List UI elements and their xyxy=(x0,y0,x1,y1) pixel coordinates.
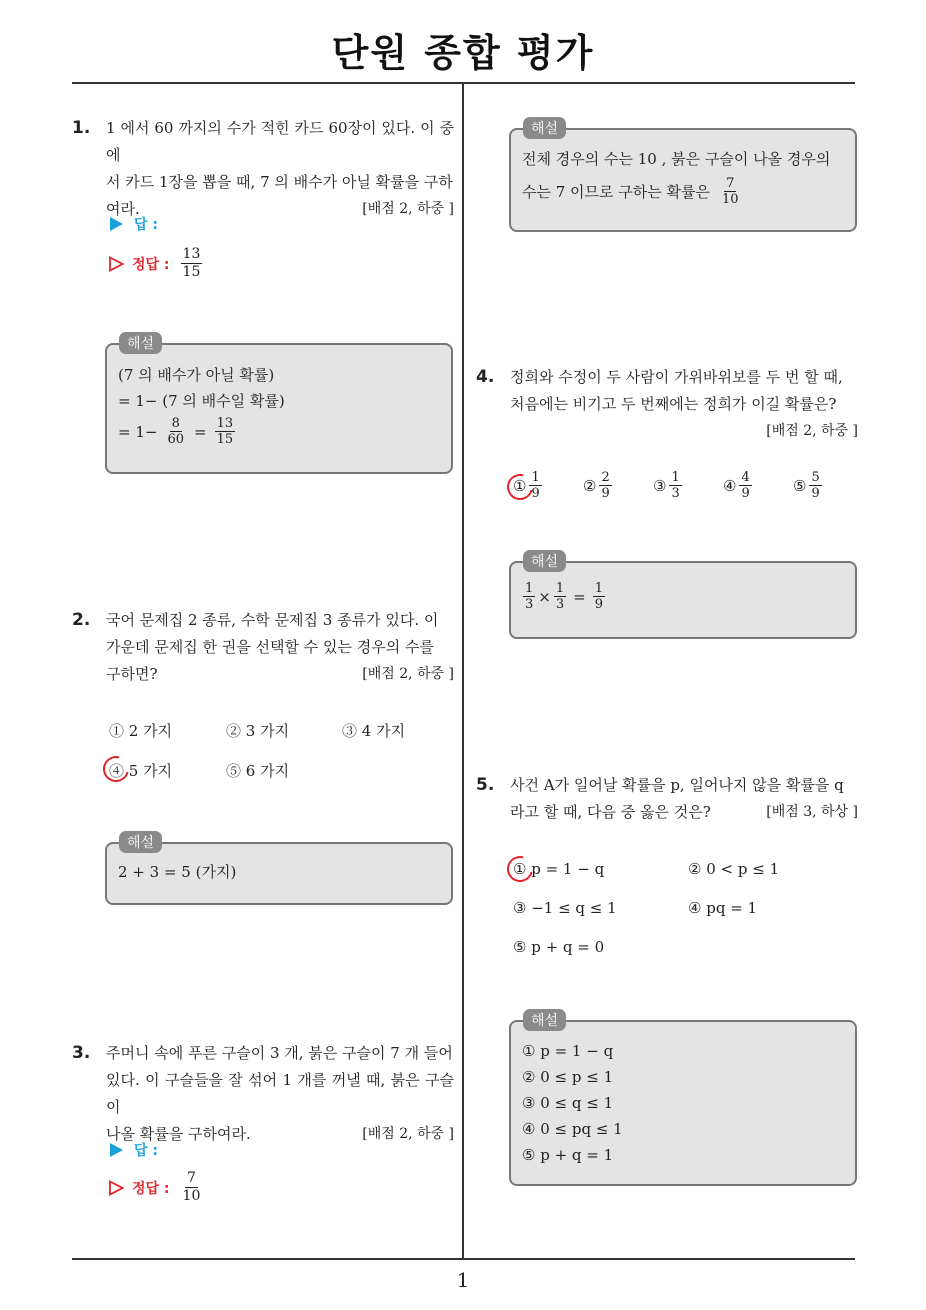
option-5[interactable]: ⑤ $\frac{5}{9}$ xyxy=(793,470,820,501)
answer-label: 답 : xyxy=(134,217,158,233)
option-3[interactable]: ③ $\frac{1}{3}$ xyxy=(653,470,680,501)
question-line: 사건 A가 일어날 확률을 p, 일어나지 않을 확률을 q xyxy=(510,776,844,794)
explanation-line: ② 0 ≤ p ≤ 1 xyxy=(522,1068,614,1086)
option-1[interactable]: ① p = 1 − q xyxy=(513,860,605,878)
explanation-line: 전체 경우의 수는 10 , 붉은 구슬이 나올 경우의 xyxy=(522,150,831,168)
explanation-line: ⑤ p + q = 1 xyxy=(522,1146,614,1164)
correct-answer-row xyxy=(108,1170,205,1205)
question-2-text xyxy=(106,607,454,688)
question-line: 나올 확률을 구하여라. xyxy=(106,1125,251,1143)
option-2[interactable]: ② $\frac{2}{9}$ xyxy=(583,470,610,501)
question-5-text xyxy=(510,772,858,826)
question-line: 가운데 문제집 한 권을 선택할 수 있는 경우의 수를 xyxy=(106,638,434,656)
play-icon xyxy=(108,1142,124,1158)
fraction: $\frac{8}{60}$ xyxy=(167,416,184,447)
explanation-tab: 해설 xyxy=(523,550,566,572)
option-5[interactable]: ⑤ p + q = 0 xyxy=(513,938,605,956)
question-line: 1 에서 60 까지의 수가 적힌 카드 60장이 있다. 이 중에 xyxy=(106,119,454,164)
question-line: 여라. xyxy=(106,200,140,218)
question-3-text xyxy=(106,1040,454,1148)
fraction: $\frac{4}{9}$ xyxy=(741,470,750,501)
question-number: 5. xyxy=(476,775,495,795)
option-1[interactable]: ① $\frac{1}{9}$ xyxy=(513,470,540,501)
question-4-text xyxy=(510,364,858,445)
play-outline-icon xyxy=(108,256,124,272)
correct-fraction: $\frac{13}{15}$ xyxy=(182,246,201,280)
explanation-tab: 해설 xyxy=(119,831,162,853)
fraction: $\frac{5}{9}$ xyxy=(811,470,820,501)
column-divider xyxy=(462,84,464,1260)
option-1[interactable]: ① 2 가지 xyxy=(109,722,173,740)
explanation-line: 2 + 3 = 5 (가지) xyxy=(118,863,237,881)
play-icon xyxy=(108,216,124,232)
explanation-tab: 해설 xyxy=(523,1009,566,1031)
question-line: 주머니 속에 푸른 구슬이 3 개, 붉은 구슬이 7 개 들어 xyxy=(106,1044,453,1062)
fraction: $\frac{1}{3}$ xyxy=(555,581,565,612)
option-3[interactable]: ③ −1 ≤ q ≤ 1 xyxy=(513,899,617,917)
question-line: 정희와 수정이 두 사람이 가위바위보를 두 번 할 때, xyxy=(510,368,843,386)
explanation-line: 수는 7 이므로 구하는 확률은 $\frac{7}{10}$ xyxy=(522,176,739,207)
fraction: $\frac{1}{9}$ xyxy=(594,581,603,612)
explanation-3-content xyxy=(522,146,852,207)
question-line: 구하면? xyxy=(106,665,158,683)
option-3[interactable]: ③ 4 가지 xyxy=(342,722,406,740)
question-number: 3. xyxy=(72,1043,91,1063)
answer-label: 답 : xyxy=(134,1143,158,1159)
question-line: 라고 할 때, 다음 중 옳은 것은? xyxy=(510,803,711,821)
answer-circle-mark xyxy=(502,851,538,887)
explanation-5-content xyxy=(522,1038,623,1168)
explanation-tab: 해설 xyxy=(523,117,566,139)
fraction: $\frac{1}{3}$ xyxy=(671,470,680,501)
option-4[interactable]: ④ pq = 1 xyxy=(688,899,758,917)
question-number: 4. xyxy=(476,367,495,387)
points-label: [배점 2, 하중 ] xyxy=(362,666,454,682)
option-2[interactable]: ② 3 가지 xyxy=(226,722,290,740)
answer-row xyxy=(108,214,158,234)
option-4[interactable]: ④ 5 가지 xyxy=(109,762,173,780)
footer-rule xyxy=(72,1258,855,1260)
correct-answer-row xyxy=(108,246,205,281)
explanation-line: = 1− $\frac{8}{60}$ = $\frac{13}{15}$ xyxy=(118,416,234,447)
question-line: 국어 문제집 2 종류, 수학 문제집 3 종류가 있다. 이 xyxy=(106,611,439,629)
points-label: [배점 2, 하중 ] xyxy=(362,1126,454,1142)
correct-label: 정답 : xyxy=(132,256,170,273)
correct-label: 정답 : xyxy=(132,1180,170,1197)
explanation-line: ④ 0 ≤ pq ≤ 1 xyxy=(522,1120,623,1138)
fraction: $\frac{13}{15}$ xyxy=(216,416,234,447)
question-line: 있다. 이 구슬들을 잘 섞어 1 개를 꺼낼 때, 붉은 구슬이 xyxy=(106,1071,454,1116)
page-number: 1 xyxy=(456,1268,470,1292)
fraction: $\frac{2}{9}$ xyxy=(601,470,610,501)
answer-circle-mark xyxy=(98,751,134,787)
fraction: $\frac{7}{10}$ xyxy=(722,176,739,207)
fraction: $\frac{1}{9}$ xyxy=(531,470,540,501)
question-1-text xyxy=(106,115,454,223)
explanation-line: (7 의 배수가 아닐 확률) xyxy=(118,366,275,384)
points-label: [배점 2, 하중 ] xyxy=(766,423,858,439)
play-outline-icon xyxy=(108,1180,124,1196)
question-line: 처음에는 비기고 두 번째에는 정희가 이길 확률은? xyxy=(510,395,837,413)
points-label: [배점 2, 하중 ] xyxy=(362,201,454,217)
option-2[interactable]: ② 0 < p ≤ 1 xyxy=(688,860,780,878)
explanation-line: ① p = 1 − q xyxy=(522,1042,614,1060)
explanation-line: = 1− (7 의 배수일 확률) xyxy=(118,392,285,410)
header-rule xyxy=(72,82,855,84)
correct-fraction: $\frac{7}{10}$ xyxy=(182,1170,201,1204)
explanation-line: ③ 0 ≤ q ≤ 1 xyxy=(522,1094,614,1112)
fraction: $\frac{1}{3}$ xyxy=(525,581,534,612)
answer-row xyxy=(108,1140,158,1160)
explanation-4-content: $\frac{1}{3}$ × $\frac{1}{3}$ = $\frac{1}{9}$ xyxy=(525,581,603,612)
points-label: [배점 3, 하상 ] xyxy=(766,804,858,820)
explanation-tab: 해설 xyxy=(119,332,162,354)
question-number: 2. xyxy=(72,610,91,630)
page-title: 단원 종합 평가 xyxy=(331,31,595,75)
option-5[interactable]: ⑤ 6 가지 xyxy=(226,762,290,780)
option-4[interactable]: ④ $\frac{4}{9}$ xyxy=(723,470,750,501)
question-number: 1. xyxy=(72,118,91,138)
explanation-1-content xyxy=(118,362,285,447)
question-line: 서 카드 1장을 뽑을 때, 7 의 배수가 아닐 확률을 구하 xyxy=(106,173,453,191)
